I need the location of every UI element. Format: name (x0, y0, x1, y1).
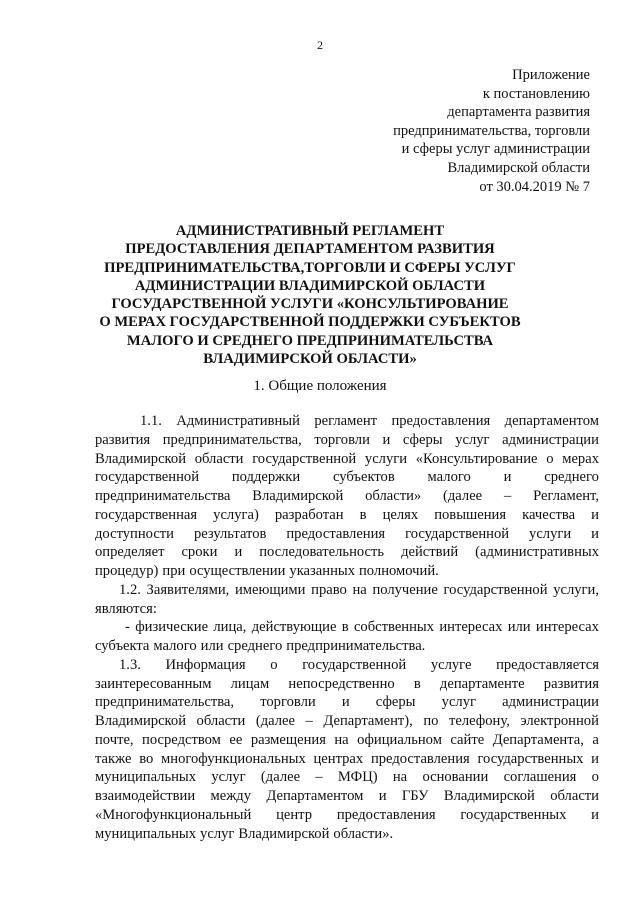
word: МФЦ) (337, 769, 378, 786)
word: центр (276, 806, 313, 823)
word: посредством (142, 731, 221, 748)
word: и (591, 806, 599, 823)
word: ее (229, 731, 243, 748)
word: - (125, 619, 130, 636)
word: электронной (520, 713, 599, 729)
word: Владимирской (238, 825, 330, 842)
body-text (95, 412, 599, 843)
body-line (95, 581, 599, 600)
word: малого (427, 469, 471, 486)
word: государственной (443, 581, 548, 598)
word: – (305, 713, 313, 729)
word: Заявителями, (146, 581, 230, 598)
word: определяет (95, 544, 165, 561)
word: также (95, 750, 132, 767)
word: Владимирской (95, 713, 187, 729)
word: размещения (250, 731, 326, 748)
word: услуги (364, 450, 408, 467)
title-line: ПРЕДОСТАВЛЕНИЯ ДЕПАРТАМЕНТОМ РАЗВИТИЯ (125, 241, 495, 258)
word: государственных (460, 806, 567, 823)
word: ГБУ (401, 788, 429, 804)
word: многофункциональных (161, 750, 306, 767)
word: сферы (375, 694, 416, 711)
word: мерах (562, 450, 599, 467)
word: интересах (439, 619, 503, 636)
word: непосредственно (288, 675, 395, 692)
word: действий (401, 544, 459, 561)
word: сайте (450, 731, 485, 748)
word: заинтересованным (95, 675, 212, 692)
word: области». (333, 825, 394, 842)
word: услуг (455, 431, 490, 448)
word: предпринимательства, (95, 694, 235, 711)
body-line (95, 712, 599, 731)
word: право (311, 581, 347, 598)
word: (далее (260, 769, 301, 786)
word: телефону, (449, 713, 510, 729)
word: взаимодействии (95, 788, 196, 804)
body-line (95, 600, 599, 619)
word: соглашения (503, 769, 577, 786)
word: Владимирской (443, 788, 535, 804)
word: области (194, 450, 244, 467)
word: предпринимательства (95, 488, 231, 504)
word: во (139, 750, 154, 767)
body-line (95, 543, 599, 562)
body-line (95, 487, 599, 506)
word: (далее (255, 713, 296, 729)
body-line (95, 825, 599, 844)
word: Владимирской (252, 488, 344, 504)
word: а (592, 731, 599, 748)
word: качества (522, 506, 576, 523)
body-line (95, 768, 599, 787)
appendix-line: предпринимательства, торговли (393, 122, 590, 139)
appendix-line: департамента развития (447, 104, 590, 121)
word: торговли (260, 694, 316, 711)
word: о (546, 450, 554, 467)
word: и (341, 694, 350, 711)
body-line (95, 562, 599, 581)
title-line: ПРЕДПРИНИМАТЕЛЬСТВА,ТОРГОВЛИ И СФЕРЫ УСЛУГ (104, 259, 516, 276)
word: лицам (230, 675, 270, 692)
word: в (413, 675, 421, 692)
word: департаменте (439, 675, 525, 692)
word: разработан (274, 506, 344, 523)
word: развития (543, 675, 599, 692)
word: собственных (353, 619, 435, 636)
word: поддержки (231, 469, 301, 486)
body-line (95, 806, 599, 825)
word: о (270, 656, 278, 673)
word: результатов (193, 525, 267, 542)
word: среднего (227, 638, 283, 654)
word: предоставления (370, 750, 470, 767)
word: Департамента, (492, 731, 584, 748)
word: интересах (535, 619, 599, 636)
word: Административный (176, 413, 300, 429)
word: 1.2. (119, 581, 141, 598)
word: в (341, 619, 349, 636)
word: «Консультирование (415, 450, 538, 467)
word: малого (153, 638, 197, 654)
word: официальном (357, 731, 442, 748)
word: о (591, 769, 599, 786)
word: основании (422, 769, 489, 786)
word: области (550, 788, 599, 804)
word: сферы (402, 431, 443, 448)
word: Департаментом (266, 788, 364, 804)
word: по (423, 713, 439, 729)
word: предпринимательства, (162, 431, 302, 448)
word: на (352, 581, 367, 598)
word: среднего (544, 469, 599, 486)
word: являются: (95, 600, 157, 617)
word: услуг (200, 825, 235, 842)
word: целях (382, 506, 419, 523)
word: центрах (313, 750, 364, 767)
word: услуга) (213, 506, 259, 523)
word: торговли (314, 431, 370, 448)
word: (административных (475, 544, 599, 561)
body-line (95, 618, 599, 637)
body-line (95, 693, 599, 712)
word: полномочий. (359, 563, 439, 579)
body-line (95, 506, 599, 525)
word: услуг (211, 769, 246, 786)
word: области» (365, 488, 422, 504)
word: повышения (434, 506, 507, 523)
word: субъектов (332, 469, 395, 486)
word: предоставления (286, 525, 386, 542)
word: государственной (405, 525, 510, 542)
word: на (334, 731, 349, 748)
word: доступности (95, 525, 174, 542)
section-heading: 1. Общие положения (253, 378, 387, 394)
word: государственной (95, 469, 200, 486)
word: услуги, (553, 581, 599, 598)
word: (далее (443, 488, 483, 504)
word: Регламент, (533, 488, 599, 504)
title-line: АДМИНИСТРАТИВНЫЙ РЕГЛАМЕНТ (175, 223, 445, 239)
title-line: АДМИНИСТРАЦИИ ВЛАДИМИРСКОЙ ОБЛАСТИ (134, 277, 486, 294)
title-line: МАЛОГО И СРЕДНЕГО ПРЕДПРИНИМАТЕЛЬСТВА (126, 332, 494, 349)
word: и (378, 788, 387, 804)
word: развития (95, 431, 151, 448)
word: предоставления (391, 413, 491, 429)
word: департаментом (504, 413, 599, 429)
word: действующие (251, 619, 337, 636)
word: услуге (430, 656, 472, 673)
title-line: О МЕРАХ ГОСУДАРСТВЕННОЙ ПОДДЕРЖКИ СУБЪЕКТОВ (99, 314, 521, 331)
word: между (210, 788, 252, 804)
word: области (196, 713, 246, 729)
word: и (591, 750, 599, 767)
word: лица, (213, 619, 247, 636)
word: имеющими (234, 581, 306, 598)
document-title (60, 222, 560, 368)
word: предпринимательства. (286, 638, 426, 654)
word: предоставляется (496, 656, 599, 673)
word: регламент (314, 413, 378, 429)
word: в (359, 506, 367, 523)
word: Владимирской (95, 450, 187, 467)
appendix-line: Приложение (512, 67, 590, 83)
word: государственных (477, 750, 584, 767)
body-line (95, 750, 599, 769)
body-line (95, 656, 599, 675)
body-line (95, 450, 599, 469)
word: при (162, 563, 186, 579)
word: и (591, 525, 599, 542)
word: 1.3. (119, 656, 141, 673)
word: услуг (441, 694, 476, 711)
word: Департамент), (323, 713, 413, 729)
word: сроки (181, 544, 218, 561)
word: Информация (165, 656, 246, 673)
word: муниципальных (95, 825, 197, 842)
word: администрации (502, 694, 599, 711)
word: предоставления (336, 806, 436, 823)
word: почте, (95, 731, 134, 748)
word: – (503, 488, 512, 504)
title-line: ГОСУДАРСТВЕННОЙ УСЛУГИ «КОНСУЛЬТИРОВАНИЕ (111, 296, 509, 313)
body-line (95, 731, 599, 750)
word: – (315, 769, 323, 786)
word: на (392, 769, 408, 786)
appendix-line: Владимирской области (447, 159, 590, 176)
word: муниципальных (95, 769, 197, 786)
body-line (95, 468, 599, 487)
word: государственной (252, 450, 357, 467)
appendix-date-line: от 30.04.2019 № 7 (479, 178, 590, 195)
word: процедур) (95, 563, 159, 579)
body-line (95, 637, 599, 656)
word: и (382, 431, 391, 448)
word: осуществлении (189, 563, 286, 579)
word: администрации (502, 431, 599, 448)
title-line: ВЛАДИМИРСКОЙ ОБЛАСТИ» (203, 351, 417, 368)
word: или (507, 619, 531, 636)
word: и (234, 544, 243, 561)
word: и (503, 469, 512, 486)
word: услуги (529, 525, 572, 542)
word: государственная (95, 506, 198, 523)
body-line (95, 787, 599, 806)
page-number: 2 (317, 38, 323, 52)
body-line (95, 431, 599, 450)
word: получение (372, 581, 438, 598)
word: последовательность (259, 544, 385, 561)
body-line (95, 412, 599, 431)
word: 1.1. (140, 413, 162, 429)
body-line (95, 525, 599, 544)
appendix-block (393, 66, 590, 196)
word: «Многофункциональный (95, 806, 252, 823)
word: субъекта (95, 638, 150, 654)
word: государственной (302, 656, 407, 673)
word: физические (135, 619, 209, 636)
appendix-line: и сферы услуг администрации (401, 141, 590, 158)
word: указанных (289, 563, 355, 579)
body-line (95, 675, 599, 694)
appendix-line: к постановлению (482, 85, 590, 102)
word: или (200, 638, 224, 654)
word: и (591, 506, 599, 523)
